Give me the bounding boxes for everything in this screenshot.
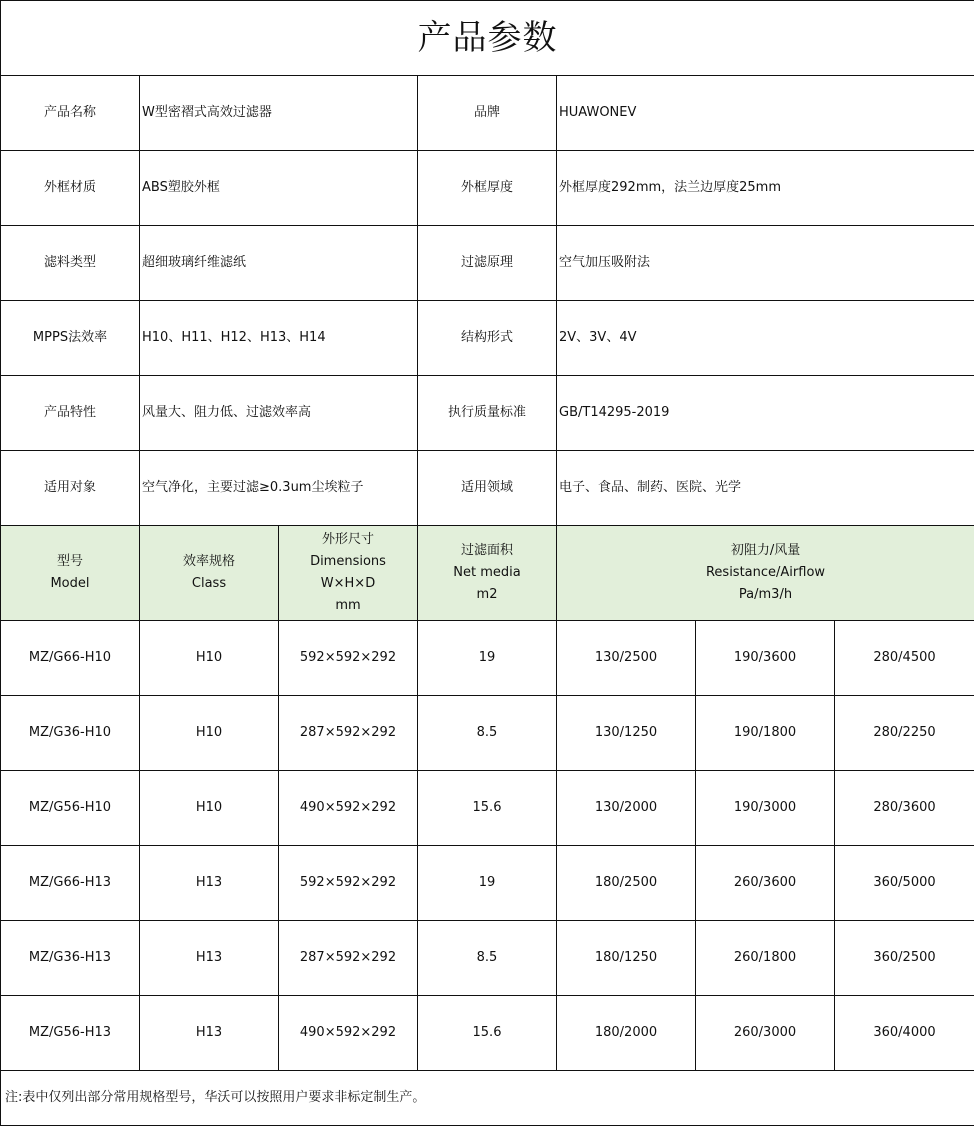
- spec-value: GB/T14295-2019: [557, 376, 974, 451]
- cell-resistance-3: 360/4000: [835, 996, 974, 1071]
- cell-resistance-3: 280/4500: [835, 621, 974, 696]
- header-dimensions-en: Dimensions: [310, 554, 386, 569]
- cell-class: H10: [140, 621, 279, 696]
- cell-dimensions: 490×592×292: [279, 996, 418, 1071]
- cell-dimensions: 287×592×292: [279, 696, 418, 771]
- header-media-cn: 过滤面积: [460, 543, 513, 558]
- cell-class: H13: [140, 846, 279, 921]
- spec-value: 2V、3V、4V: [557, 301, 974, 376]
- cell-resistance-2: 190/3000: [696, 771, 835, 846]
- table-row: [1, 621, 974, 696]
- cell-media: 19: [418, 846, 557, 921]
- spec-label: 产品特性: [1, 376, 140, 451]
- spec-value: 风量大、阻力低、过滤效率高: [140, 376, 418, 451]
- cell-media: 8.5: [418, 696, 557, 771]
- cell-resistance-3: 360/5000: [835, 846, 974, 921]
- cell-resistance-2: 190/3600: [696, 621, 835, 696]
- cell-resistance-2: 260/1800: [696, 921, 835, 996]
- cell-resistance-2: 190/1800: [696, 696, 835, 771]
- spec-value: W型密褶式高效过滤器: [140, 76, 418, 151]
- cell-class: H10: [140, 696, 279, 771]
- cell-class: H13: [140, 996, 279, 1071]
- spec-value: 外框厚度292mm，法兰边厚度25mm: [557, 151, 974, 226]
- header-dimensions-unit: mm: [335, 598, 361, 613]
- cell-media: 8.5: [418, 921, 557, 996]
- header-resistance-unit: Pa/m3/h: [738, 587, 793, 602]
- spec-value: H10、H11、H12、H13、H14: [140, 301, 418, 376]
- header-media-en: Net media: [453, 565, 521, 580]
- cell-resistance-1: 180/1250: [557, 921, 696, 996]
- cell-dimensions: 490×592×292: [279, 771, 418, 846]
- cell-resistance-3: 280/2250: [835, 696, 974, 771]
- spec-label: 执行质量标准: [418, 376, 557, 451]
- cell-resistance-1: 130/1250: [557, 696, 696, 771]
- cell-resistance-3: 280/3600: [835, 771, 974, 846]
- spec-row: [1, 226, 974, 301]
- header-model: [1, 526, 140, 621]
- page-title: 产品参数: [1, 1, 974, 76]
- table-row: [1, 996, 974, 1071]
- cell-model: MZ/G66-H13: [1, 846, 140, 921]
- cell-resistance-1: 180/2500: [557, 846, 696, 921]
- table-row: [1, 771, 974, 846]
- spec-value: HUAWONEV: [557, 76, 974, 151]
- header-dimensions: [279, 526, 418, 621]
- cell-media: 15.6: [418, 996, 557, 1071]
- cell-model: MZ/G56-H13: [1, 996, 140, 1071]
- spec-value: 超细玻璃纤维滤纸: [140, 226, 418, 301]
- spec-row: [1, 376, 974, 451]
- spec-row: [1, 451, 974, 526]
- cell-model: MZ/G36-H13: [1, 921, 140, 996]
- cell-resistance-3: 360/2500: [835, 921, 974, 996]
- footnote: 注:表中仅列出部分常用规格型号，华沃可以按照用户要求非标定制生产。: [1, 1071, 974, 1126]
- spec-label: 外框材质: [1, 151, 140, 226]
- table-row: [1, 846, 974, 921]
- spec-value: 空气净化，主要过滤≥0.3um尘埃粒子: [140, 451, 418, 526]
- cell-resistance-1: 130/2000: [557, 771, 696, 846]
- cell-model: MZ/G66-H10: [1, 621, 140, 696]
- header-resistance: [557, 526, 974, 621]
- header-media-unit: m2: [476, 587, 498, 602]
- spec-value: ABS塑胶外框: [140, 151, 418, 226]
- spec-value: 电子、食品、制药、医院、光学: [557, 451, 974, 526]
- table-row: [1, 696, 974, 771]
- spec-label: 结构形式: [418, 301, 557, 376]
- spec-label: 外框厚度: [418, 151, 557, 226]
- cell-media: 15.6: [418, 771, 557, 846]
- spec-label: 产品名称: [1, 76, 140, 151]
- cell-resistance-2: 260/3600: [696, 846, 835, 921]
- header-class-en: Class: [191, 576, 227, 591]
- spec-row: [1, 151, 974, 226]
- header-dimensions-format: W×H×D: [320, 576, 376, 591]
- cell-class: H10: [140, 771, 279, 846]
- spec-label: MPPS法效率: [1, 301, 140, 376]
- cell-class: H13: [140, 921, 279, 996]
- spec-row: [1, 301, 974, 376]
- cell-model: MZ/G56-H10: [1, 771, 140, 846]
- spec-value: 空气加压吸附法: [557, 226, 974, 301]
- cell-dimensions: 592×592×292: [279, 846, 418, 921]
- header-class: [140, 526, 279, 621]
- cell-resistance-1: 130/2500: [557, 621, 696, 696]
- cell-model: MZ/G36-H10: [1, 696, 140, 771]
- cell-resistance-1: 180/2000: [557, 996, 696, 1071]
- spec-label: 滤料类型: [1, 226, 140, 301]
- header-model-en: Model: [50, 576, 90, 591]
- cell-media: 19: [418, 621, 557, 696]
- table-row: [1, 921, 974, 996]
- header-resistance-cn: 初阻力/风量: [730, 543, 801, 558]
- cell-dimensions: 287×592×292: [279, 921, 418, 996]
- header-resistance-en: Resistance/Airflow: [705, 565, 826, 580]
- spec-label: 适用领域: [418, 451, 557, 526]
- spec-label: 品牌: [418, 76, 557, 151]
- header-model-cn: 型号: [56, 554, 83, 569]
- spec-row: [1, 76, 974, 151]
- cell-resistance-2: 260/3000: [696, 996, 835, 1071]
- spec-label: 适用对象: [1, 451, 140, 526]
- header-dimensions-cn: 外形尺寸: [321, 532, 374, 547]
- header-class-cn: 效率规格: [182, 554, 235, 569]
- spec-label: 过滤原理: [418, 226, 557, 301]
- header-media: [418, 526, 557, 621]
- cell-dimensions: 592×592×292: [279, 621, 418, 696]
- model-table-header: [1, 526, 974, 621]
